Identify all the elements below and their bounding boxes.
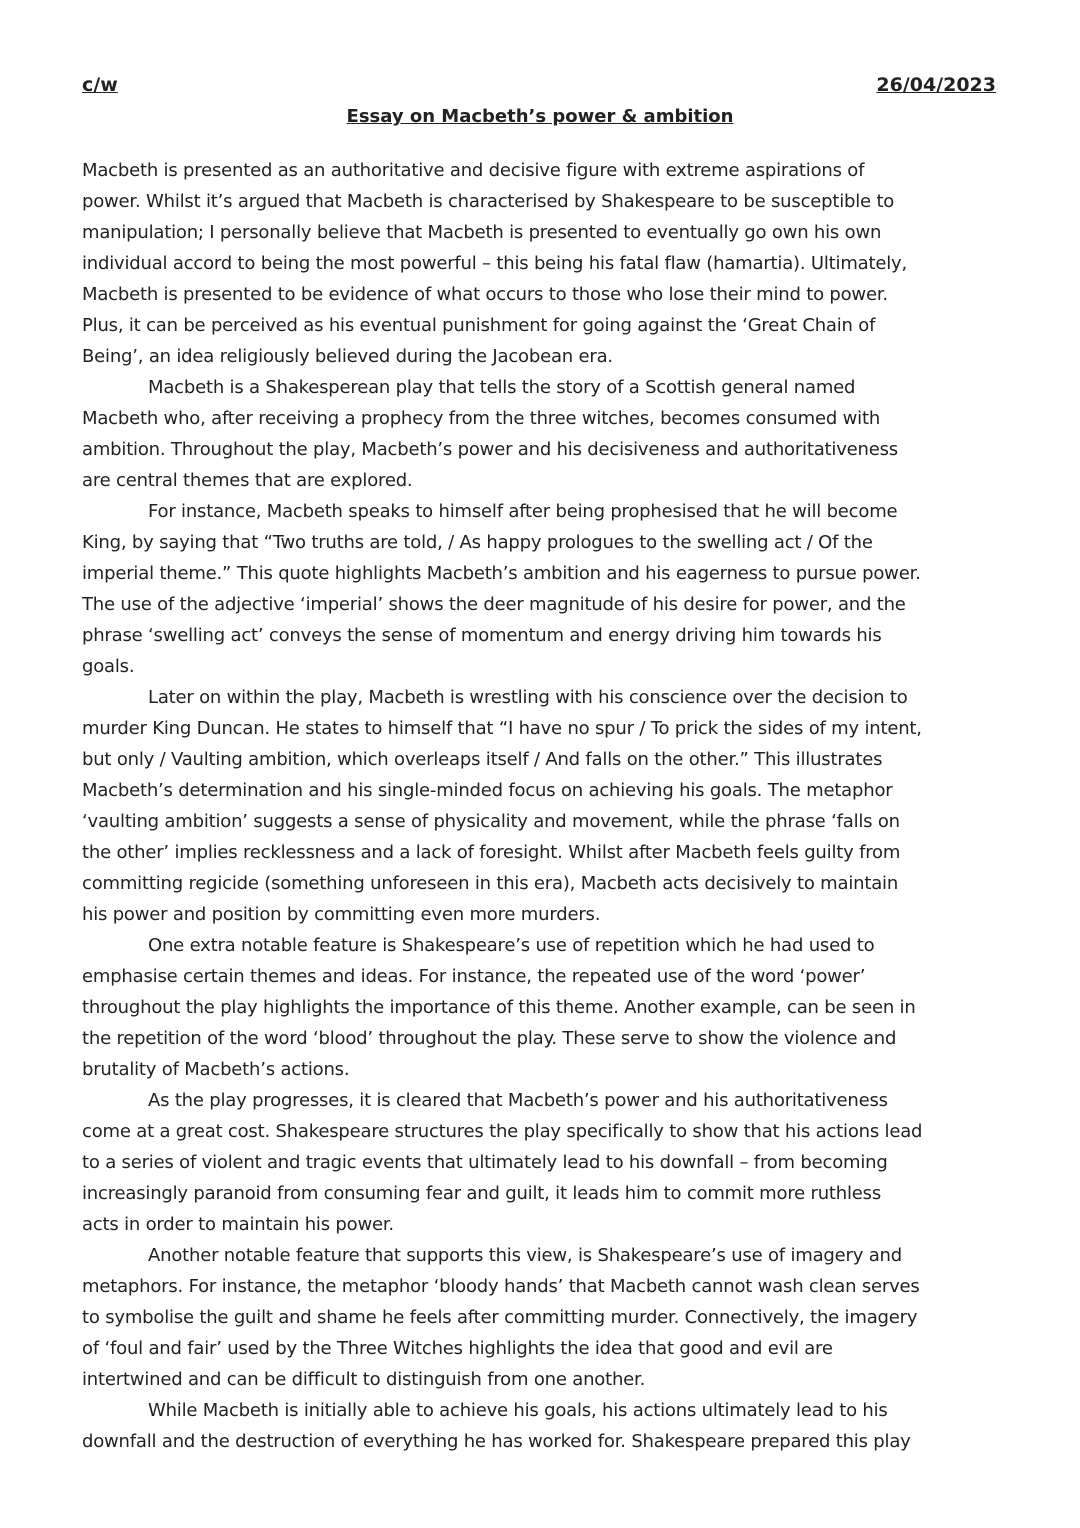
paragraph-line: are central themes that are explored. xyxy=(82,470,413,491)
essay-title: Essay on Macbeth’s power & ambition xyxy=(346,106,734,127)
paragraph-line: come at a great cost. Shakespeare structures the play specifically to show that his actions lead xyxy=(82,1121,923,1142)
paragraph-line: the other’ implies recklessness and a lack of foresight. Whilst after Macbeth feels guilty from xyxy=(82,842,901,863)
paragraph-line: As the play progresses, it is cleared that Macbeth’s power and his authoritativeness xyxy=(148,1090,888,1111)
essay-paragraph xyxy=(82,496,1012,682)
essay-paragraph xyxy=(82,1395,1012,1457)
paragraph-line: phrase ‘swelling act’ conveys the sense of momentum and energy driving him towards his xyxy=(82,625,882,646)
paragraph-line: but only / Vaulting ambition, which overleaps itself / And falls on the other.” This illustrates xyxy=(82,749,883,770)
essay-body xyxy=(82,155,1012,1457)
paragraph-line: Plus, it can be perceived as his eventual punishment for going against the ‘Great Chain of xyxy=(82,315,876,336)
paragraph-line: ambition. Throughout the play, Macbeth’s power and his decisiveness and authoritativeness xyxy=(82,439,898,460)
paragraph-line: emphasise certain themes and ideas. For instance, the repeated use of the word ‘power’ xyxy=(82,966,866,987)
paragraph-line: The use of the adjective ‘imperial’ shows the deer magnitude of his desire for power, and the xyxy=(82,594,906,615)
essay-paragraph xyxy=(82,930,1012,1085)
paragraph-line: murder King Duncan. He states to himself that “I have no spur / To prick the sides of my intent, xyxy=(82,718,922,739)
paragraph-line: downfall and the destruction of everything he has worked for. Shakespeare prepared this play xyxy=(82,1431,911,1452)
classwork-label: c/w xyxy=(82,74,118,96)
paragraph-line: Later on within the play, Macbeth is wrestling with his conscience over the decision to xyxy=(148,687,908,708)
paragraph-line: of ‘foul and fair’ used by the Three Witches highlights the idea that good and evil are xyxy=(82,1338,833,1359)
paragraph-line: metaphors. For instance, the metaphor ‘bloody hands’ that Macbeth cannot wash clean serves xyxy=(82,1276,920,1297)
paragraph-line: committing regicide (something unforeseen in this era), Macbeth acts decisively to maintain xyxy=(82,873,899,894)
paragraph-line: For instance, Macbeth speaks to himself after being prophesised that he will become xyxy=(148,501,898,522)
paragraph-line: acts in order to maintain his power. xyxy=(82,1214,394,1235)
essay-date: 26/04/2023 xyxy=(876,74,996,96)
paragraph-line: imperial theme.” This quote highlights Macbeth’s ambition and his eagerness to pursue power. xyxy=(82,563,921,584)
paragraph-line: While Macbeth is initially able to achieve his goals, his actions ultimately lead to his xyxy=(148,1400,888,1421)
paragraph-line: individual accord to being the most powerful – this being his fatal flaw (hamartia). Ultimately, xyxy=(82,253,907,274)
paragraph-line: One extra notable feature is Shakespeare’s use of repetition which he had used to xyxy=(148,935,875,956)
essay-paragraph xyxy=(82,1240,1012,1395)
paragraph-line: King, by saying that “Two truths are told, / As happy prologues to the swelling act / Of the xyxy=(82,532,873,553)
paragraph-line: increasingly paranoid from consuming fear and guilt, it leads him to commit more ruthless xyxy=(82,1183,882,1204)
essay-paragraph xyxy=(82,682,1012,930)
paragraph-line: manipulation; I personally believe that Macbeth is presented to eventually go own his own xyxy=(82,222,882,243)
paragraph-line: to a series of violent and tragic events that ultimately lead to his downfall – from becoming xyxy=(82,1152,888,1173)
essay-paragraph xyxy=(82,372,1012,496)
paragraph-line: intertwined and can be difficult to distinguish from one another. xyxy=(82,1369,646,1390)
paragraph-line: the repetition of the word ‘blood’ throughout the play. These serve to show the violence and xyxy=(82,1028,897,1049)
paragraph-line: to symbolise the guilt and shame he feels after committing murder. Connectively, the imagery xyxy=(82,1307,918,1328)
paragraph-line: his power and position by committing even more murders. xyxy=(82,904,601,925)
paragraph-line: Macbeth is a Shakesperean play that tells the story of a Scottish general named xyxy=(148,377,856,398)
paragraph-line: brutality of Macbeth’s actions. xyxy=(82,1059,350,1080)
paragraph-line: ‘vaulting ambition’ suggests a sense of physicality and movement, while the phrase ‘falls on xyxy=(82,811,900,832)
essay-paragraph xyxy=(82,155,1012,372)
paragraph-line: throughout the play highlights the importance of this theme. Another example, can be seen in xyxy=(82,997,916,1018)
paragraph-line: Macbeth who, after receiving a prophecy from the three witches, becomes consumed with xyxy=(82,408,881,429)
paragraph-line: Being’, an idea religiously believed during the Jacobean era. xyxy=(82,346,613,367)
paragraph-line: goals. xyxy=(82,656,135,677)
paragraph-line: power. Whilst it’s argued that Macbeth is characterised by Shakespeare to be susceptible to xyxy=(82,191,895,212)
paragraph-line: Another notable feature that supports this view, is Shakespeare’s use of imagery and xyxy=(148,1245,902,1266)
paragraph-line: Macbeth is presented as an authoritative and decisive figure with extreme aspirations of xyxy=(82,160,865,181)
paragraph-line: Macbeth is presented to be evidence of what occurs to those who lose their mind to power. xyxy=(82,284,888,305)
paragraph-line: Macbeth’s determination and his single-minded focus on achieving his goals. The metaphor xyxy=(82,780,893,801)
essay-paragraph xyxy=(82,1085,1012,1240)
